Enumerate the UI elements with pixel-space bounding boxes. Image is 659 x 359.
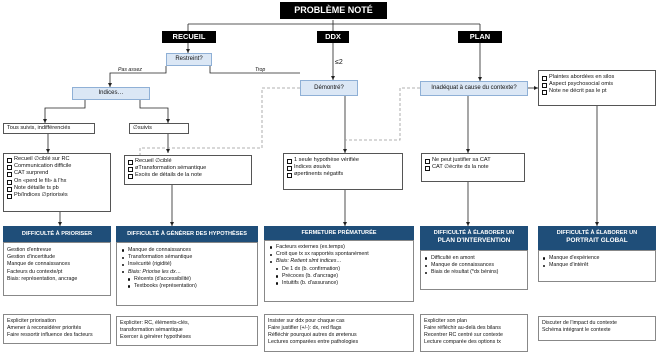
difficulty-intervention-header — [420, 226, 528, 250]
difficulty-fermeture-actions — [264, 314, 414, 352]
branch-tous-suivis: Tous suivis, indifférenciés — [3, 123, 95, 134]
list-item: De 1 dx (b. confirmation) — [268, 266, 410, 273]
column-plan: PLAN — [458, 31, 502, 43]
list-item: Exercer à générer hypothèses — [120, 334, 191, 340]
column-ddx: DDX — [317, 31, 349, 43]
list-item: CAT ∅écrite ds la note — [424, 164, 522, 171]
list-item: Récents (d'accessibilité) — [120, 276, 254, 283]
list-item: Gestion d'incertitude — [7, 254, 56, 261]
question-restreint: Restreint? — [166, 53, 212, 66]
list-item: Gestion d'entrevue — [7, 247, 52, 253]
list-item: Manque d'expérience — [541, 255, 653, 262]
list-item: Manque de connaissances — [423, 262, 525, 269]
header-text: DIFFICULTÉ À GÉNÉRER DES — [127, 231, 209, 237]
list-item: Facteurs externes (ex.temps) — [268, 244, 410, 251]
edge-label-le2: ≤2 — [335, 59, 343, 66]
list-item: Difficulté en amont — [423, 255, 525, 262]
list-item: Recueil ∅ciblé — [127, 158, 249, 165]
list-item: Textbooks (représentation) — [120, 283, 254, 290]
list-item: On «perd le fil» à l'hx — [6, 178, 108, 185]
difficulty-fermeture-body — [264, 240, 414, 302]
difficulty-hypotheses-actions — [116, 316, 258, 346]
list-item: Pb/Indices ∅priorisés — [6, 192, 108, 199]
page-title: PROBLÈME NOTÉ — [280, 2, 387, 19]
list-item: øTransformation sémantique — [127, 165, 249, 172]
list-item: Insécurité (rigidité) — [120, 261, 254, 268]
list-item: Insister sur ddx pour chaque cas — [268, 318, 345, 324]
difficulty-intervention-actions — [420, 314, 528, 352]
header-text: DIFFICULTÉ À — [21, 231, 62, 237]
header-text: DIFFICULTÉ À ÉLABORER UN — [433, 230, 515, 236]
list-item: Faire justifier (+/-): dx, red flags — [268, 325, 342, 331]
list-item: Manque de connaissances — [120, 247, 254, 254]
list-item: Expliciter: RC, éléments-clés, — [120, 320, 190, 326]
difficulty-fermeture-header: FERMETURE PRÉMATURÉE — [264, 226, 414, 240]
edge-label-trop: Trop — [255, 67, 266, 73]
list-item: Discuter de l'impact du contexte — [542, 320, 617, 326]
header-emphasis: PLAN D'INTERVENTION — [437, 237, 511, 244]
difficulty-hypotheses-header — [116, 226, 258, 242]
list-item: CAT surprend — [6, 170, 108, 177]
list-item: Biais de résultat (*dx bénins) — [423, 269, 525, 276]
list-item: Facteurs du contexte/pt — [7, 268, 63, 275]
list-item: Faire réfléchir au-delà des bilans — [424, 325, 501, 331]
list-item: Précoces (b. d'ancrage) — [268, 273, 410, 280]
list-item: Lectures comparées entre pathologies — [268, 339, 359, 345]
list-item: 1 seule hypothèse vérifiée — [286, 157, 400, 164]
list-item: Biais: Priorise les dx… — [120, 269, 254, 276]
header-emphasis: PORTRAIT GLOBAL — [566, 237, 628, 244]
header-emphasis: PRIORISER — [61, 231, 93, 237]
list-item: Indices øsuivis — [286, 164, 400, 171]
branch-non-suivis: ∅suivis — [129, 123, 189, 134]
plan-list — [421, 153, 525, 182]
list-item: Recueil ∅ciblé sur RC — [6, 156, 108, 163]
recueil-list — [3, 153, 111, 212]
list-item: Note ne décrit pas le pt — [541, 88, 653, 95]
difficulty-portrait-header — [538, 226, 656, 250]
list-item: Expliciter priorisation — [7, 318, 56, 324]
ddx-list — [283, 153, 403, 190]
header-text: DIFFICULTÉ À ÉLABORER UN — [556, 230, 638, 236]
difficulty-portrait-body — [538, 250, 656, 282]
list-item: Manque de connaissances — [7, 261, 71, 268]
edge-label-pas-assez: Pas assez — [118, 67, 142, 73]
list-item: Transformation sémantique — [120, 254, 254, 261]
list-item: Intuitifs (b. d'assurance) — [268, 280, 410, 287]
question-inadequat: Inadéquat à cause du contexte? — [420, 81, 528, 96]
difficulty-intervention-body — [420, 250, 528, 290]
list-item: transformation sémantique — [120, 327, 183, 333]
list-item: Réfléchir pourquoi autres dx øretenus — [268, 332, 357, 338]
header-emphasis: HYPOTHÈSES — [208, 231, 247, 237]
list-item: Plaintes abordées en silos — [541, 74, 653, 81]
list-item: Biais: Retient slmt indices… — [268, 258, 410, 265]
list-item: øpertinents négatifs — [286, 171, 400, 178]
difficulty-prioriser-body — [3, 242, 111, 296]
list-item: Expliciter son plan — [424, 318, 467, 324]
context-list — [538, 70, 656, 106]
list-item: Note détaille ts pb — [6, 185, 108, 192]
indices-box: Indices… — [72, 87, 150, 100]
difficulty-hypotheses-body — [116, 242, 258, 306]
list-item: Communication difficile — [6, 163, 108, 170]
list-item: Biais: représentation, ancrage — [7, 275, 78, 282]
list-item: Croit que tx sx rapportés spontanément — [268, 251, 410, 258]
difficulty-prioriser-header — [3, 226, 111, 242]
list-item: Amener à reconsidérer priorités — [7, 325, 82, 331]
difficulty-portrait-actions — [538, 316, 656, 341]
list-item: Excès de détails de la note — [127, 172, 249, 179]
difficulty-prioriser-actions — [3, 314, 111, 344]
list-item: Recentrer RC centré sur contexte — [424, 332, 503, 338]
list-item: Ne peut justifier sa CAT — [424, 157, 522, 164]
list-item: Manque d'intérêt — [541, 262, 653, 269]
question-demontre: Démontré? — [300, 80, 358, 96]
list-item: Lecture comparée des options tx — [424, 339, 501, 345]
column-recueil: RECUEIL — [162, 31, 216, 43]
list-item: Schéma intégrant le contexte — [542, 327, 611, 333]
list-item: Faire ressortir influence des facteurs — [7, 332, 93, 338]
suivis-list — [124, 155, 252, 185]
list-item: Aspect psychosocial omis — [541, 81, 653, 88]
